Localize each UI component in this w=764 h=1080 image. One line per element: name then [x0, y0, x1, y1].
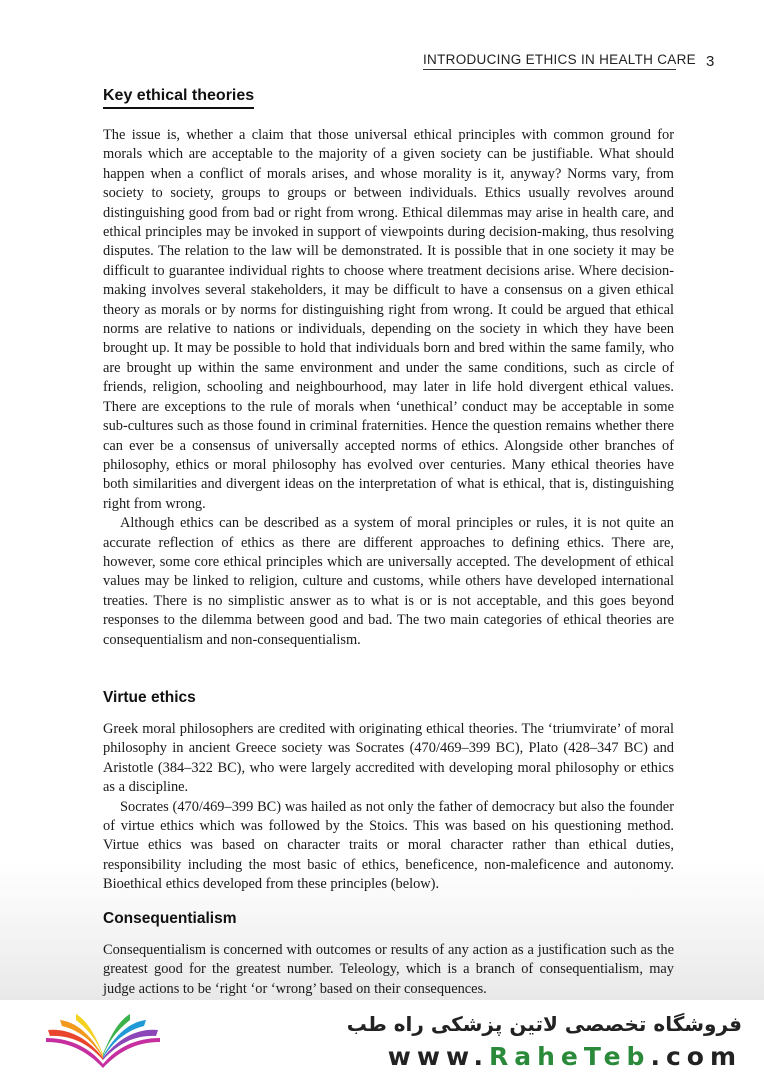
paragraph: The issue is, whether a claim that those universal ethical principles with common ground for morals which are acceptable to the majority of a given society can be justifiable. What should happen when a conflict of morals arises, and whose morality is it, anyway? Norms vary, from society to society, groups to groups or between individuals. Ethics usually revolves around distinguishing good from bad or right from wrong. Ethical dilemmas may arise in health care, and ethical principles may be invoked in support of viewpoints during decision-making, thus resolving disputes. The relation to the law will be demonstrated. It is possible that in one society it may be difficult to guarantee individual rights to choose where treatment decisions arise. Where decision-making involves several stakeholders, it may be difficult to have a consensus on a given ethical theory as morals or by norms for distinguishing right from wrong. It could be argued that ethical norms are relative to nations or individuals, depending on the society in which they have been brought up. It may be possible to hold that individuals born and bred within the same family, who are brought up within the same environment and under the same conditions, such as circle of friends, religion, schooling and neighbourhood, may later in life hold divergent ethical values. There are exceptions to the rule of morals when ‘unethical’ conduct may be acceptable in some sub-cultures such as those found in criminal fraternities. Hence the question remains whether there can ever be a consensus of universally accepted norms of ethics. Alongside other branches of philosophy, ethics or moral philosophy has evolved over centuries. Many ethical theories have both similarities and divergent ideas on the interpretation of what is ethical, that is, distinguishing right from wrong. — [103, 127, 674, 512]
open-book-rainbow-logo-icon — [38, 1008, 168, 1070]
virtue-ethics-body — [103, 720, 674, 895]
website-brand: RaheTeb — [488, 1042, 651, 1071]
heading-virtue-ethics: Virtue ethics — [103, 689, 196, 706]
heading-key-ethical-theories: Key ethical theories — [103, 87, 254, 109]
website-suffix: .com — [650, 1042, 742, 1071]
page-number: 3 — [706, 53, 715, 70]
website-url — [388, 1042, 742, 1071]
paragraph: Although ethics can be described as a system of moral principles or rules, it is not quite an accurate reflection of ethics as there are different approaches to defining ethics. There are, however, some core ethical principles which are universally accepted. The development of ethical values may be linked to religion, culture and customs, while others have developed international treaties. There is no simplistic answer as to what is or is not acceptable, and this goes beyond responses to the dilemma between good and bad. The two main categories of ethical theories are consequentialism and non-consequentialism. — [103, 515, 674, 648]
paragraph: Socrates (470/469–399 BC) was hailed as not only the father of democracy but also the founder of virtue ethics which was followed by the Stoics. This was based on his questioning method. Virtue ethics was based on character traits or moral character rather than ethical duties, responsibility including the most basic of ethics, beneficence, non-maleficence and autonomy. Bioethical ethics developed from these principles (below). — [103, 798, 674, 893]
consequentialism-body — [103, 941, 674, 999]
website-prefix: www. — [387, 1042, 489, 1071]
running-header-title: INTRODUCING ETHICS IN HEALTH CARE — [423, 52, 676, 70]
watermark-footer — [0, 1000, 764, 1080]
heading-consequentialism: Consequentialism — [103, 910, 237, 927]
store-name-persian: فروشگاه تخصصی لاتین پزشکی راه طب — [346, 1012, 742, 1036]
key-ethical-theories-body — [103, 126, 674, 650]
paragraph: Consequentialism is concerned with outcomes or results of any action as a justification such as the greatest good for the greatest number. Teleology, which is a branch of consequentialism, may judge actions to be ‘right ‘or ‘wrong’ based on their consequences. — [103, 942, 674, 997]
paragraph: Greek moral philosophers are credited with originating ethical theories. The ‘triumvirate’ of moral philosophy in ancient Greece society was Socrates (470/469–399 BC), Plato (428–347 BC) and Aristotle (384–322 BC), who were largely accredited with developing moral philosophy or ethics as a discipline. — [103, 721, 674, 796]
